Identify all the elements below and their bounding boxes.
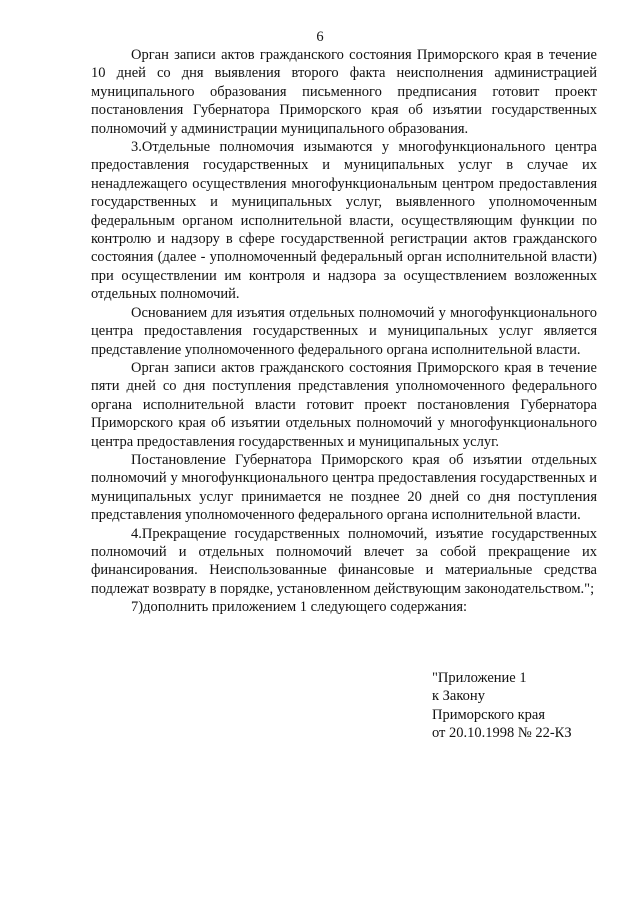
page-number: 6	[316, 29, 324, 45]
paragraph-item-7: 7)дополнить приложением 1 следующего содержания:	[131, 599, 468, 616]
paragraph-organ-zapisi-1: Орган записи актов гражданского состояния Приморского края в течение 10 дней со дня выявления второго факта неисполнения администрацией муниципального образования письменного предписания готовит проект постановления Губернатора Приморского края об изъятии государственных полномочий у администрации муниципального образования.	[91, 47, 597, 137]
paragraph-item-4: 4.Прекращение государственных полномочий, изъятие государственных полномочий и отдельных полномочий влечет за собой прекращение их финансирования. Неиспользованные финансовые и материальные средства подлежат возврату в порядке, установленном действующим законодательством.";	[91, 525, 597, 597]
document-body	[91, 46, 597, 617]
paragraph-osnovaniem: Основанием для изъятия отдельных полномочий у многофункционального центра предоставления государственных и муниципальных услуг является представление уполномоченного федерального органа исполнительной власти.	[91, 304, 597, 358]
appendix-region: Приморского края	[432, 706, 546, 723]
appendix-title: "Приложение 1	[432, 670, 527, 686]
paragraph-item-3: 3.Отдельные полномочия изымаются у многофункционального центра предоставления государственных и муниципальных услуг в случае их ненадлежащего осуществления многофункциональным центром предоставления государственных и муниципальных услуг, выявленного уполномоченным федеральным органом исполнительной власти, осуществляющим функции по контролю и надзору в сфере государственной регистрации актов гражданского состояния (далее - уполномоченный федеральный орган исполнительной власти) при осуществлении им контроля и надзора за осуществлением возложенных отдельных полномочий.	[91, 139, 597, 303]
paragraph-postanovlenie: Постановление Губернатора Приморского края об изъятии отдельных полномочий у многофункционального центра предоставления государственных и муниципальных услуг принимается не позднее 20 дней со дня поступления представления уполномоченного федерального органа исполнительной власти.	[91, 451, 597, 524]
appendix-law-ref: к Закону	[432, 688, 485, 705]
appendix-header	[432, 669, 632, 743]
appendix-law-date: от 20.10.1998 № 22-КЗ	[432, 725, 572, 742]
paragraph-organ-zapisi-2: Орган записи актов гражданского состояния Приморского края в течение пяти дней со дня поступления представления уполномоченного федерального органа исполнительной власти готовит проект постановления Губернатора Приморского края об изъятии отдельных полномочий у многофункционального центра предоставления государственных и муниципальных услуг.	[91, 359, 597, 450]
